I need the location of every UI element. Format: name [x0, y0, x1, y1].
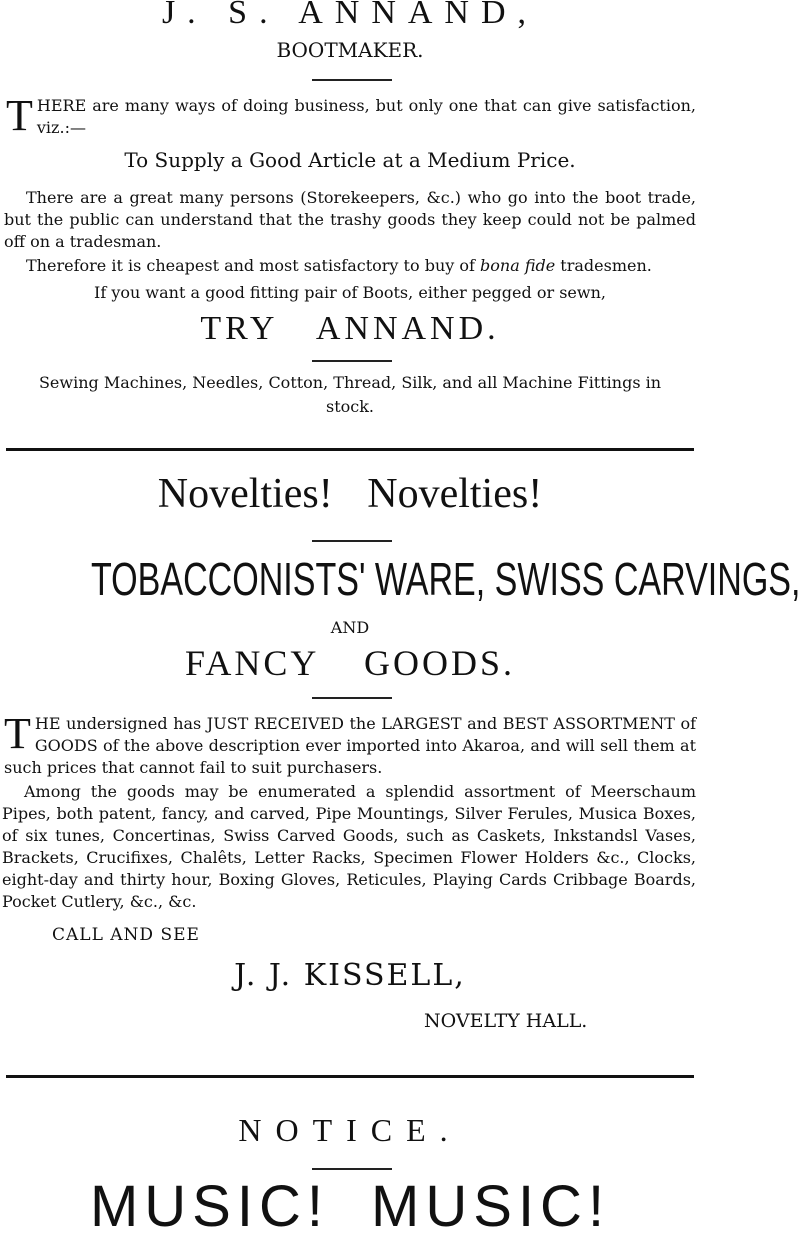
kissell-name: J. J. KISSELL,	[234, 958, 466, 993]
section-divider	[6, 448, 694, 451]
kissell-goods-list: Among the goods may be enumerated a splendid assortment of Meerschaum Pipes, both patent, fancy, and carved, Pipe Mountings, Silver Ferules, Musica Boxes, of six tunes, Concertinas, Swiss Carved Goods, such as Caskets, Inkstandsl Vases, Brackets, Crucifixes, Chalêts, Letter Racks, Specimen Flower Holders &c., Clocks, eight-day and thirty hour, Boxing Gloves, Reticules, Playing Cards Cribbage Boards, Pocket Cutlery, &c., &c.	[2, 782, 696, 911]
kissell-tobacco-text: TOBACCONISTS' WARE, SWISS CARVINGS,	[91, 553, 800, 605]
annand-paragraph-3: If you want a good fitting pair of Boots, either pegged or sewn,	[94, 283, 606, 302]
annand-trade: BOOTMAKER.	[276, 38, 424, 62]
annand-paragraph-1: There are a great many persons (Storekeepers, &c.) who go into the boot trade, but the public can understand that the trashy goods they keep could not be palmed off on a tradesman.	[4, 188, 696, 251]
divider	[312, 79, 392, 81]
drop-cap: T	[6, 91, 33, 140]
drop-cap: T	[4, 709, 31, 758]
divider	[312, 697, 392, 699]
kissell-tobacco	[91, 552, 800, 606]
annand-intro	[6, 91, 696, 140]
annand-slogan: To Supply a Good Article at a Medium Price.	[124, 148, 576, 172]
annand-p2-post: tradesmen.	[555, 256, 652, 275]
kissell-hall: NOVELTY HALL.	[424, 1010, 588, 1032]
annand-sewing: Sewing Machines, Needles, Cotton, Thread, Silk, and all Machine Fittings in stock.	[38, 373, 662, 416]
kissell-novelties: Novelties! Novelties!	[157, 471, 543, 517]
annand-p2-pre: Therefore it is cheapest and most satisfactory to buy of	[26, 256, 481, 275]
divider	[312, 540, 392, 542]
notice-title: NOTICE.	[238, 1112, 462, 1148]
annand-try: TRY ANNAND.	[200, 310, 500, 347]
notice-music: MUSIC! MUSIC!	[89, 1174, 611, 1239]
kissell-body-text: HE undersigned has JUST RECEIVED the LARGEST and BEST ASSORTMENT of GOODS of the above description ever imported into Akaroa, and will sell them at such prices that cannot fail to suit purchasers.	[4, 714, 696, 777]
kissell-body	[4, 709, 696, 779]
kissell-fancy: FANCY GOODS.	[184, 643, 516, 683]
kissell-and: AND	[330, 618, 370, 637]
divider	[312, 1168, 392, 1170]
divider	[312, 360, 392, 362]
annand-intro-text: HERE are many ways of doing business, but only one that can give satisfaction, viz.:—	[36, 96, 696, 137]
annand-p2-em: bona fide	[480, 256, 556, 275]
annand-name: J. S. ANNAND,	[161, 0, 539, 31]
section-divider	[6, 1075, 694, 1078]
kissell-call: CALL AND SEE	[52, 925, 200, 945]
annand-paragraph-2	[26, 255, 696, 277]
